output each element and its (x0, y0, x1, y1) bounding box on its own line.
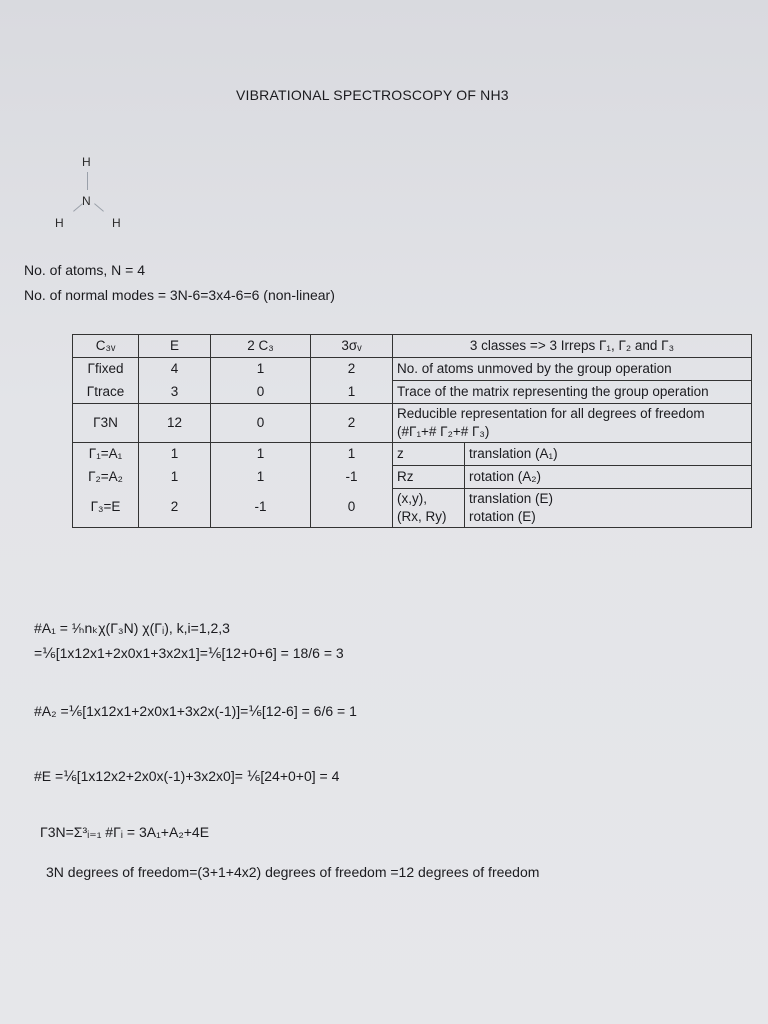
table-row (73, 403, 752, 442)
cell: translation (A₁) (465, 442, 752, 465)
cell-line: (Rx, Ry) (397, 508, 447, 524)
atoms-count: No. of atoms, N = 4 (24, 262, 145, 278)
cell: 12 (139, 403, 211, 442)
header-e: E (139, 335, 211, 358)
cell: Rz (393, 465, 465, 488)
cell: 2 (311, 403, 393, 442)
row-label: Γ3N (73, 403, 139, 442)
row-label: Γ₂=A₂ (73, 465, 139, 488)
cell: 1 (139, 442, 211, 465)
cell (465, 488, 752, 527)
row-label: Γtrace (73, 381, 139, 404)
table-row (73, 442, 752, 465)
bond-n-h-right (94, 203, 104, 211)
cell: 1 (311, 381, 393, 404)
normal-modes: No. of normal modes = 3N-6=3x4-6=6 (non-linear) (24, 287, 335, 303)
cell-line: translation (E) (469, 490, 554, 506)
header-sigma: 3σᵥ (311, 335, 393, 358)
atom-h-top: H (82, 155, 91, 169)
cell: 0 (211, 403, 311, 442)
row-label: Γ₁=A₁ (73, 442, 139, 465)
cell-line: rotation (E) (469, 508, 536, 524)
cell (393, 488, 465, 527)
cell: 0 (211, 381, 311, 404)
cell: -1 (211, 488, 311, 527)
row-description: Trace of the matrix representing the group operation (393, 381, 752, 404)
equation-a1-calc: =⅙[1x12x1+2x0x1+3x2x1]=⅙[12+0+6] = 18/6 = 3 (34, 645, 344, 661)
cell: 1 (211, 442, 311, 465)
table-row (73, 381, 752, 404)
cell: 2 (139, 488, 211, 527)
cell: 0 (311, 488, 393, 527)
header-c3: 2 C₃ (211, 335, 311, 358)
table-row (73, 335, 752, 358)
atom-h-right: H (112, 216, 121, 230)
cell: 1 (211, 358, 311, 381)
equation-g3n-sum: Γ3N=Σ³ᵢ₌₁ #Γᵢ = 3A₁+A₂+4E (40, 824, 210, 840)
cell: 3 (139, 381, 211, 404)
table-row (73, 488, 752, 527)
header-group: C₃ᵥ (73, 335, 139, 358)
cell: 2 (311, 358, 393, 381)
degrees-of-freedom: 3N degrees of freedom=(3+1+4x2) degrees of freedom =12 degrees of freedom (46, 864, 540, 880)
equation-e-calc: #E =⅙[1x12x2+2x0x(-1)+3x2x0]= ⅙[24+0+0] = 4 (34, 768, 340, 784)
row-description: Reducible representation for all degrees of freedom (#Γ₁+# Γ₂+# Γ₃) (393, 403, 752, 442)
equation-a2-calc: #A₂ =⅙[1x12x1+2x0x1+3x2x(-1)]=⅙[12-6] = 6/6 = 1 (34, 703, 357, 719)
table-row (73, 465, 752, 488)
equation-a1-formula: #A₁ = ¹⁄ₕnₖχ(Γ₃N) χ(Γᵢ), k,i=1,2,3 (34, 620, 230, 636)
atom-h-left: H (55, 216, 64, 230)
cell: 1 (311, 442, 393, 465)
bond-n-h-top (87, 172, 88, 190)
atom-n: N (82, 194, 91, 208)
cell-line: (x,y), (397, 490, 427, 506)
cell: -1 (311, 465, 393, 488)
header-description: 3 classes => 3 Irreps Γ₁, Γ₂ and Γ₃ (393, 335, 752, 358)
table-row (73, 358, 752, 381)
cell: 4 (139, 358, 211, 381)
row-label: Γ₃=E (73, 488, 139, 527)
row-description: No. of atoms unmoved by the group operation (393, 358, 752, 381)
row-label: Γfixed (73, 358, 139, 381)
page-title: VIBRATIONAL SPECTROSCOPY OF NH3 (236, 87, 509, 103)
character-table (72, 334, 752, 528)
cell: rotation (A₂) (465, 465, 752, 488)
cell: z (393, 442, 465, 465)
cell: 1 (139, 465, 211, 488)
cell: 1 (211, 465, 311, 488)
